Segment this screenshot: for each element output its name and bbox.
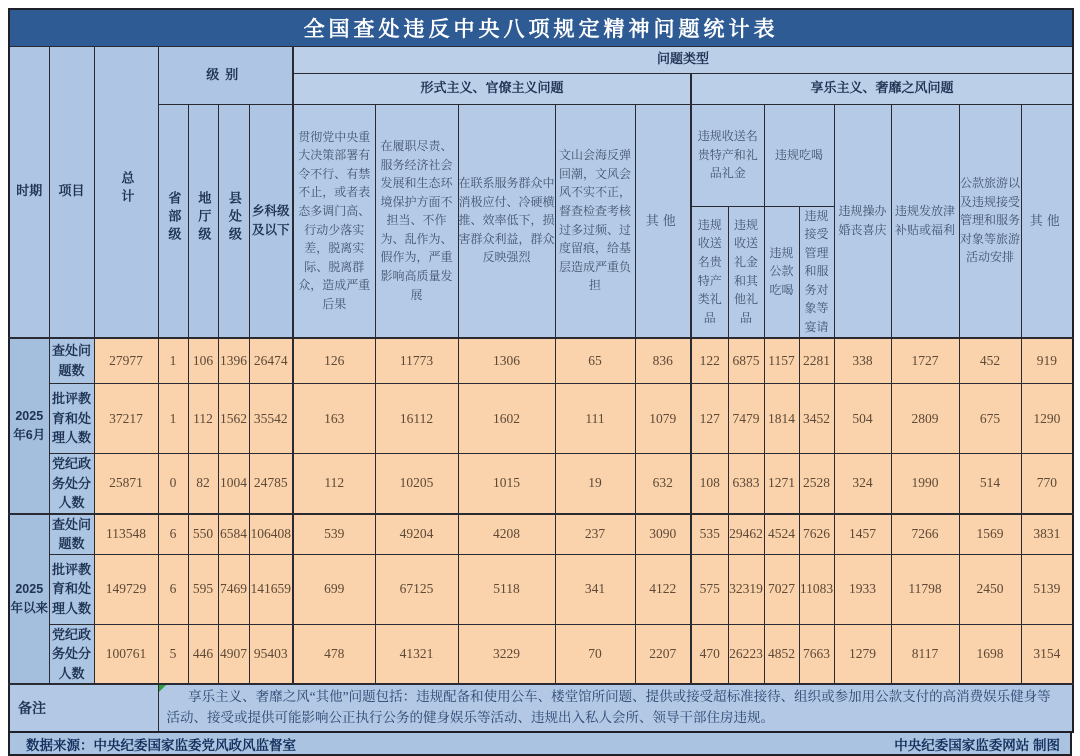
data-cell: 26223 bbox=[728, 624, 764, 684]
data-cell: 11083 bbox=[799, 554, 834, 624]
data-cell: 163 bbox=[293, 384, 375, 454]
data-cell: 149729 bbox=[94, 554, 158, 624]
data-cell: 29462 bbox=[728, 514, 764, 555]
header-period: 时期 bbox=[9, 46, 49, 338]
data-cell: 27977 bbox=[94, 338, 158, 384]
data-cell: 324 bbox=[834, 454, 891, 514]
data-cell: 0 bbox=[158, 454, 188, 514]
data-cell: 675 bbox=[959, 384, 1021, 454]
header-gifts-specialty: 违规收送名贵特产类礼品 bbox=[691, 206, 728, 338]
data-cell: 6 bbox=[158, 554, 188, 624]
item-cell: 党纪政务处分人数 bbox=[49, 454, 94, 514]
data-cell: 1271 bbox=[764, 454, 799, 514]
page-title: 全国查处违反中央八项规定精神问题统计表 bbox=[9, 9, 1073, 46]
level-prefecture-label: 地厅级 bbox=[196, 190, 212, 245]
note-text bbox=[158, 684, 1073, 732]
data-cell: 1157 bbox=[764, 338, 799, 384]
data-cell: 7479 bbox=[728, 384, 764, 454]
data-cell: 35542 bbox=[249, 384, 293, 454]
data-cell: 4208 bbox=[458, 514, 555, 555]
data-cell: 126 bbox=[293, 338, 375, 384]
data-cell: 2450 bbox=[959, 554, 1021, 624]
table-wrap bbox=[8, 8, 1072, 756]
data-cell: 7663 bbox=[799, 624, 834, 684]
data-cell: 446 bbox=[188, 624, 218, 684]
header-weddings-funerals: 违规操办婚丧喜庆 bbox=[834, 104, 891, 338]
data-cell: 95403 bbox=[249, 624, 293, 684]
level-county-label: 县处级 bbox=[226, 190, 242, 245]
data-cell: 5139 bbox=[1021, 554, 1073, 624]
data-cell: 1079 bbox=[635, 384, 691, 454]
data-cell: 1290 bbox=[1021, 384, 1073, 454]
header-level-township: 乡科级及以下 bbox=[249, 104, 293, 338]
data-cell: 1990 bbox=[891, 454, 959, 514]
data-cell: 550 bbox=[188, 514, 218, 555]
header-public-travel: 公款旅游以及违规接受管理和服务对象等旅游活动安排 bbox=[959, 104, 1021, 338]
data-cell: 535 bbox=[691, 514, 728, 555]
data-cell: 699 bbox=[293, 554, 375, 624]
data-cell: 3090 bbox=[635, 514, 691, 555]
header-gifts-group: 违规收送名贵特产和礼品礼金 bbox=[691, 104, 764, 206]
data-cell: 111 bbox=[555, 384, 635, 454]
data-cell: 16112 bbox=[375, 384, 458, 454]
data-cell: 6875 bbox=[728, 338, 764, 384]
header-problem-type: 问题类型 bbox=[293, 46, 1073, 73]
data-cell: 127 bbox=[691, 384, 728, 454]
data-cell: 11798 bbox=[891, 554, 959, 624]
data-cell: 6584 bbox=[218, 514, 249, 555]
data-cell: 108 bbox=[691, 454, 728, 514]
header-gifts-cash: 违规收送礼金和其他礼品 bbox=[728, 206, 764, 338]
data-cell: 1562 bbox=[218, 384, 249, 454]
header-dining-banquets: 违规接受管理和服务对象等宴请 bbox=[799, 206, 834, 338]
data-cell: 3452 bbox=[799, 384, 834, 454]
item-cell: 批评教育和处理人数 bbox=[49, 554, 94, 624]
data-cell: 4907 bbox=[218, 624, 249, 684]
data-cell: 100761 bbox=[94, 624, 158, 684]
data-cell: 122 bbox=[691, 338, 728, 384]
data-cell: 1814 bbox=[764, 384, 799, 454]
item-cell: 查处问题数 bbox=[49, 338, 94, 384]
data-cell: 1004 bbox=[218, 454, 249, 514]
data-cell: 539 bbox=[293, 514, 375, 555]
header-hedonism-title: 享乐主义、奢靡之风问题 bbox=[691, 73, 1073, 104]
data-cell: 25871 bbox=[94, 454, 158, 514]
data-cell: 2207 bbox=[635, 624, 691, 684]
period-cell: 2025年以来 bbox=[9, 514, 49, 685]
data-cell: 836 bbox=[635, 338, 691, 384]
data-cell: 919 bbox=[1021, 338, 1073, 384]
period-cell: 2025年6月 bbox=[9, 338, 49, 514]
data-cell: 7469 bbox=[218, 554, 249, 624]
data-cell: 1306 bbox=[458, 338, 555, 384]
data-cell: 8117 bbox=[891, 624, 959, 684]
header-level-province bbox=[158, 104, 188, 338]
data-cell: 70 bbox=[555, 624, 635, 684]
data-cell: 237 bbox=[555, 514, 635, 555]
data-cell: 1698 bbox=[959, 624, 1021, 684]
data-cell: 2281 bbox=[799, 338, 834, 384]
header-formalism-col-3: 在联系服务群众中消极应付、冷硬横推、效率低下，损害群众利益，群众反映强烈 bbox=[458, 104, 555, 338]
data-cell: 3831 bbox=[1021, 514, 1073, 555]
data-cell: 19 bbox=[555, 454, 635, 514]
data-cell: 341 bbox=[555, 554, 635, 624]
data-cell: 6383 bbox=[728, 454, 764, 514]
header-hedonism-other: 其他 bbox=[1021, 104, 1073, 338]
header-allowances: 违规发放津补贴或福利 bbox=[891, 104, 959, 338]
data-cell: 470 bbox=[691, 624, 728, 684]
data-cell: 4122 bbox=[635, 554, 691, 624]
data-cell: 10205 bbox=[375, 454, 458, 514]
data-cell: 67125 bbox=[375, 554, 458, 624]
level-province-label: 省部级 bbox=[166, 190, 182, 245]
data-cell: 504 bbox=[834, 384, 891, 454]
cell-corner-marker bbox=[159, 685, 166, 692]
data-cell: 24785 bbox=[249, 454, 293, 514]
header-item: 项目 bbox=[49, 46, 94, 338]
data-source-text: 数据来源：中央纪委国家监委党风政风监督室 bbox=[26, 737, 296, 753]
data-cell: 6 bbox=[158, 514, 188, 555]
item-cell: 批评教育和处理人数 bbox=[49, 384, 94, 454]
header-dining-group: 违规吃喝 bbox=[764, 104, 834, 206]
data-cell: 3229 bbox=[458, 624, 555, 684]
data-cell: 106408 bbox=[249, 514, 293, 555]
header-formalism-title: 形式主义、官僚主义问题 bbox=[293, 73, 691, 104]
source-bar bbox=[8, 733, 1072, 756]
data-cell: 1457 bbox=[834, 514, 891, 555]
header-level bbox=[158, 46, 293, 104]
data-cell: 26474 bbox=[249, 338, 293, 384]
data-cell: 41321 bbox=[375, 624, 458, 684]
header-level-label: 级别 bbox=[206, 66, 245, 82]
data-cell: 2809 bbox=[891, 384, 959, 454]
data-cell: 1602 bbox=[458, 384, 555, 454]
data-cell: 1727 bbox=[891, 338, 959, 384]
header-dining-public-funds: 违规公款吃喝 bbox=[764, 206, 799, 338]
note-text-content: 享乐主义、奢靡之风“其他”问题包括：违规配备和使用公车、楼堂馆所问题、提供或接受超标准接待、组织或参加用公款支付的高消费娱乐健身等活动、接受或提供可能影响公正执行公务的健身娱乐等活动、违规出入私人会所、领导干部住房违规。 bbox=[166, 689, 1051, 726]
data-cell: 7027 bbox=[764, 554, 799, 624]
data-cell: 112 bbox=[188, 384, 218, 454]
data-cell: 113548 bbox=[94, 514, 158, 555]
data-cell: 1569 bbox=[959, 514, 1021, 555]
header-formalism-other: 其他 bbox=[635, 104, 691, 338]
data-cell: 4852 bbox=[764, 624, 799, 684]
data-cell: 514 bbox=[959, 454, 1021, 514]
data-cell: 595 bbox=[188, 554, 218, 624]
data-cell: 1 bbox=[158, 338, 188, 384]
data-cell: 112 bbox=[293, 454, 375, 514]
data-cell: 575 bbox=[691, 554, 728, 624]
data-cell: 1396 bbox=[218, 338, 249, 384]
data-cell: 452 bbox=[959, 338, 1021, 384]
data-cell: 4524 bbox=[764, 514, 799, 555]
data-cell: 32319 bbox=[728, 554, 764, 624]
data-cell: 2528 bbox=[799, 454, 834, 514]
statistics-table bbox=[8, 8, 1074, 733]
data-cell: 37217 bbox=[94, 384, 158, 454]
data-cell: 770 bbox=[1021, 454, 1073, 514]
data-cell: 1279 bbox=[834, 624, 891, 684]
data-cell: 49204 bbox=[375, 514, 458, 555]
data-cell: 65 bbox=[555, 338, 635, 384]
data-cell: 338 bbox=[834, 338, 891, 384]
data-cell: 141659 bbox=[249, 554, 293, 624]
data-cell: 1933 bbox=[834, 554, 891, 624]
item-cell: 党纪政务处分人数 bbox=[49, 624, 94, 684]
header-total-label: 总计 bbox=[119, 170, 135, 207]
header-formalism-col-2: 在履职尽责、服务经济社会发展和生态环境保护方面不担当、不作为、乱作为、假作为，严重影响高质量发展 bbox=[375, 104, 458, 338]
data-cell: 1 bbox=[158, 384, 188, 454]
header-level-county bbox=[218, 104, 249, 338]
credit-text: 中央纪委国家监委网站 制图 bbox=[894, 737, 1060, 753]
data-cell: 5 bbox=[158, 624, 188, 684]
data-cell: 7626 bbox=[799, 514, 834, 555]
item-cell: 查处问题数 bbox=[49, 514, 94, 555]
header-level-prefecture bbox=[188, 104, 218, 338]
data-cell: 5118 bbox=[458, 554, 555, 624]
data-cell: 82 bbox=[188, 454, 218, 514]
data-cell: 1015 bbox=[458, 454, 555, 514]
note-label: 备注 bbox=[9, 684, 158, 732]
data-cell: 106 bbox=[188, 338, 218, 384]
header-formalism-col-4: 文山会海反弹回潮，文风会风不实不正，督查检查考核过多过频、过度留痕，给基层造成严重负担 bbox=[555, 104, 635, 338]
data-cell: 3154 bbox=[1021, 624, 1073, 684]
header-formalism-col-1: 贯彻党中央重大决策部署有令不行、有禁不止，或者表态多调门高、行动少落实差，脱离实际、脱离群众，造成严重后果 bbox=[293, 104, 375, 338]
data-cell: 478 bbox=[293, 624, 375, 684]
data-cell: 11773 bbox=[375, 338, 458, 384]
data-cell: 632 bbox=[635, 454, 691, 514]
data-cell: 7266 bbox=[891, 514, 959, 555]
header-total bbox=[94, 46, 158, 338]
